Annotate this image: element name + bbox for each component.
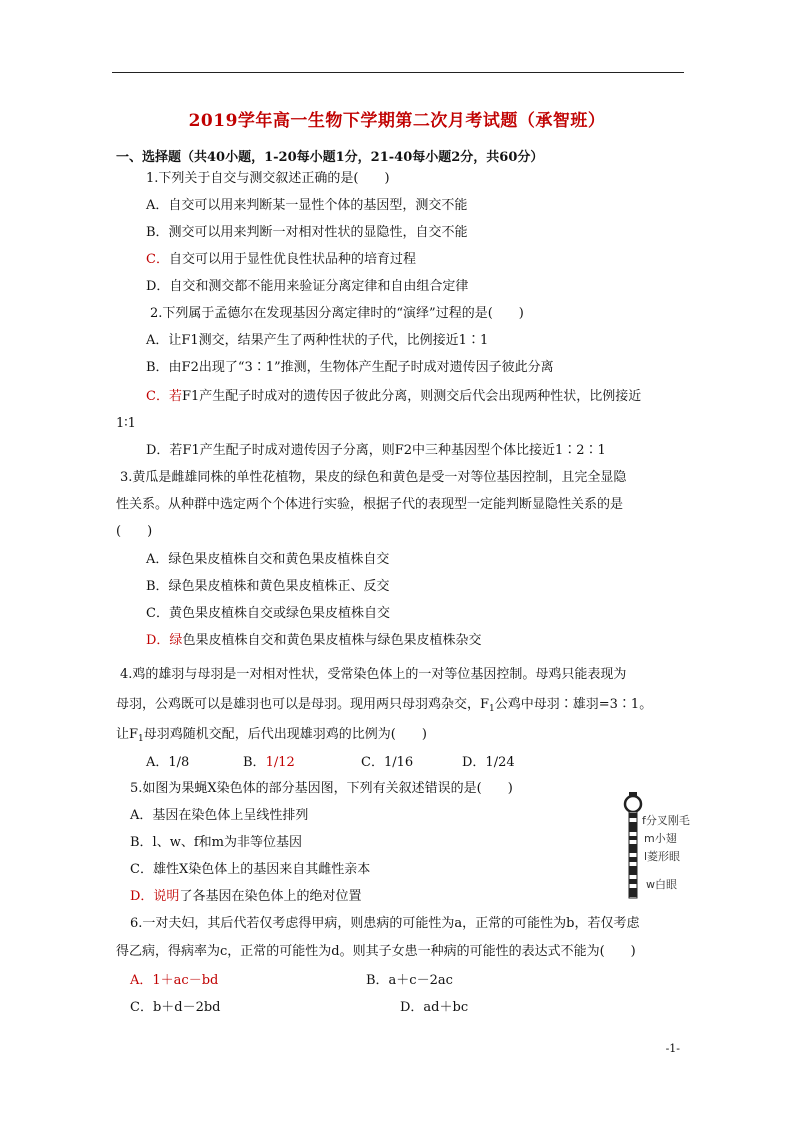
- q2-stem: 2.下列属于孟德尔在发现基因分离定律时的“演绎”过程的是( ): [150, 306, 524, 321]
- q4-stem-line3-b: 母羽鸡随机交配，后代出现雄羽鸡的比例为( ): [143, 727, 427, 742]
- q3-stem-line2: 性关系。从种群中选定两个个体进行实验，根据子代的表现型一定能判断显隐性关系的是: [116, 497, 624, 512]
- q4-stem-line3-a: 让F: [116, 727, 139, 742]
- gene-label-f: f分叉刚毛: [642, 814, 690, 827]
- q3-stem-line1: 3.黄瓜是雌雄同株的单性花植物，果皮的绿色和黄色是受一对等位基因控制，且完全显隐: [120, 470, 627, 485]
- answer-marker: D．绿: [146, 633, 183, 648]
- q6-option-c: C．b＋d－2bd: [130, 1000, 221, 1015]
- q2-option-c: [146, 389, 641, 405]
- q3-option-a: A．绿色果皮植株自交和黄色果皮植株自交: [146, 552, 390, 567]
- q4-option-b: [243, 755, 295, 771]
- q5-stem: 5.如图为果蝇X染色体的部分基因图，下列有关叙述错误的是( ): [130, 781, 513, 796]
- q1-option-c-text: 自交可以用于显性优良性状品种的培育过程: [168, 252, 416, 267]
- q2-option-c-text: F1产生配子时成对的遗传因子彼此分离，则测交后代会出现两种性状，比例接近: [181, 389, 642, 404]
- gene-label-w: w白眼: [646, 878, 677, 891]
- q2-option-a: A．让F1测交，结果产生了两种性状的子代，比例接近1∶1: [146, 333, 489, 348]
- q3-option-c: C．黄色果皮植株自交或绿色果皮植株自交: [146, 606, 390, 621]
- q5-option-d: [130, 889, 361, 905]
- answer-marker: C．: [146, 252, 169, 267]
- q6-stem-line1: 6.一对夫妇，其后代若仅考虑得甲病，则患病的可能性为a，正常的可能性为b，若仅考虑: [130, 916, 640, 931]
- page-title: 2019学年高一生物下学期第二次月考试题（承智班）: [188, 111, 606, 131]
- q4-option-a: A．1/8: [146, 755, 190, 770]
- q1-option-b: B．测交可以用来判断一对相对性状的显隐性，自交不能: [146, 225, 468, 240]
- gene-label-m: m小翅: [644, 832, 677, 845]
- subscript: 1: [489, 704, 495, 714]
- q4-stem-line2-a: 母羽，公鸡既可以是雄羽也可以是母羽。现用两只母羽鸡杂交，F: [116, 697, 490, 712]
- q2-option-d: D．若F1产生配子时成对遗传因子分离，则F2中三种基因型个体比接近1∶2∶1: [146, 443, 606, 458]
- q3-option-d: [146, 633, 481, 649]
- q4-stem-line2-b: 公鸡中母羽∶雄羽=3∶1。: [494, 697, 653, 712]
- q1-option-a: A．自交可以用来判断某一显性个体的基因型，测交不能: [146, 198, 468, 213]
- page-number: -1-: [665, 1042, 680, 1055]
- chromosome-figure: [618, 792, 714, 900]
- q5-option-c: C．雄性X染色体上的基因来自其雌性亲本: [130, 862, 371, 877]
- q3-option-b: B．绿色果皮植株和黄色果皮植株正、反交: [146, 579, 390, 594]
- answer-marker: D．说明: [130, 889, 180, 904]
- q4-option-d: D．1/24: [462, 755, 515, 770]
- answer-marker: C．若: [146, 389, 182, 404]
- q2-option-b: B．由F2出现了“3∶1”推测，生物体产生配子时成对遗传因子彼此分离: [146, 360, 554, 375]
- q4-stem-line1: 4.鸡的雄羽与母羽是一对相对性状，受常染色体上的一对等位基因控制。母鸡只能表现为: [120, 667, 627, 682]
- header-rule: [112, 72, 684, 73]
- q4-stem-line2: [116, 697, 652, 717]
- gene-label-l: l菱形眼: [644, 850, 681, 863]
- q3-stem-line3: ( ): [116, 524, 153, 539]
- q1-stem: 1.下列关于自交与测交叙述正确的是( ): [146, 171, 390, 186]
- q6-option-d: D．ad＋bc: [400, 1000, 469, 1015]
- q4-option-c: C．1/16: [361, 755, 414, 770]
- q6-stem-line2: 得乙病，得病率为c，正常的可能性为d。则其子女患一种病的可能性的表达式不能为( ): [116, 944, 636, 959]
- q6-option-a: A．1＋ac－bd: [130, 973, 219, 988]
- q5-option-b: B．l、w、f和m为非等位基因: [130, 835, 302, 850]
- q6-option-b: B．a＋c－2ac: [366, 973, 453, 988]
- q2-option-c-continued: 1∶1: [116, 416, 136, 431]
- q1-option-d: D．自交和测交都不能用来验证分离定律和自由组合定律: [146, 279, 469, 294]
- q5-option-d-text: 了各基因在染色体上的绝对位置: [179, 889, 362, 904]
- q4-option-b-prefix: B．: [243, 755, 266, 770]
- subscript: 1: [138, 734, 144, 744]
- q3-option-d-text: 色果皮植株自交和黄色果皮植株与绿色果皮植株杂交: [182, 633, 482, 648]
- x-chromosome-icon: [622, 792, 644, 900]
- q1-option-c: [146, 252, 416, 268]
- q4-stem-line3: [116, 727, 427, 747]
- answer-marker: 1/12: [265, 755, 295, 770]
- section-heading: 一、选择题（共40小题，1-20每小题1分，21-40每小题2分，共60分）: [116, 150, 544, 165]
- q5-option-a: A．基因在染色体上呈线性排列: [130, 808, 309, 823]
